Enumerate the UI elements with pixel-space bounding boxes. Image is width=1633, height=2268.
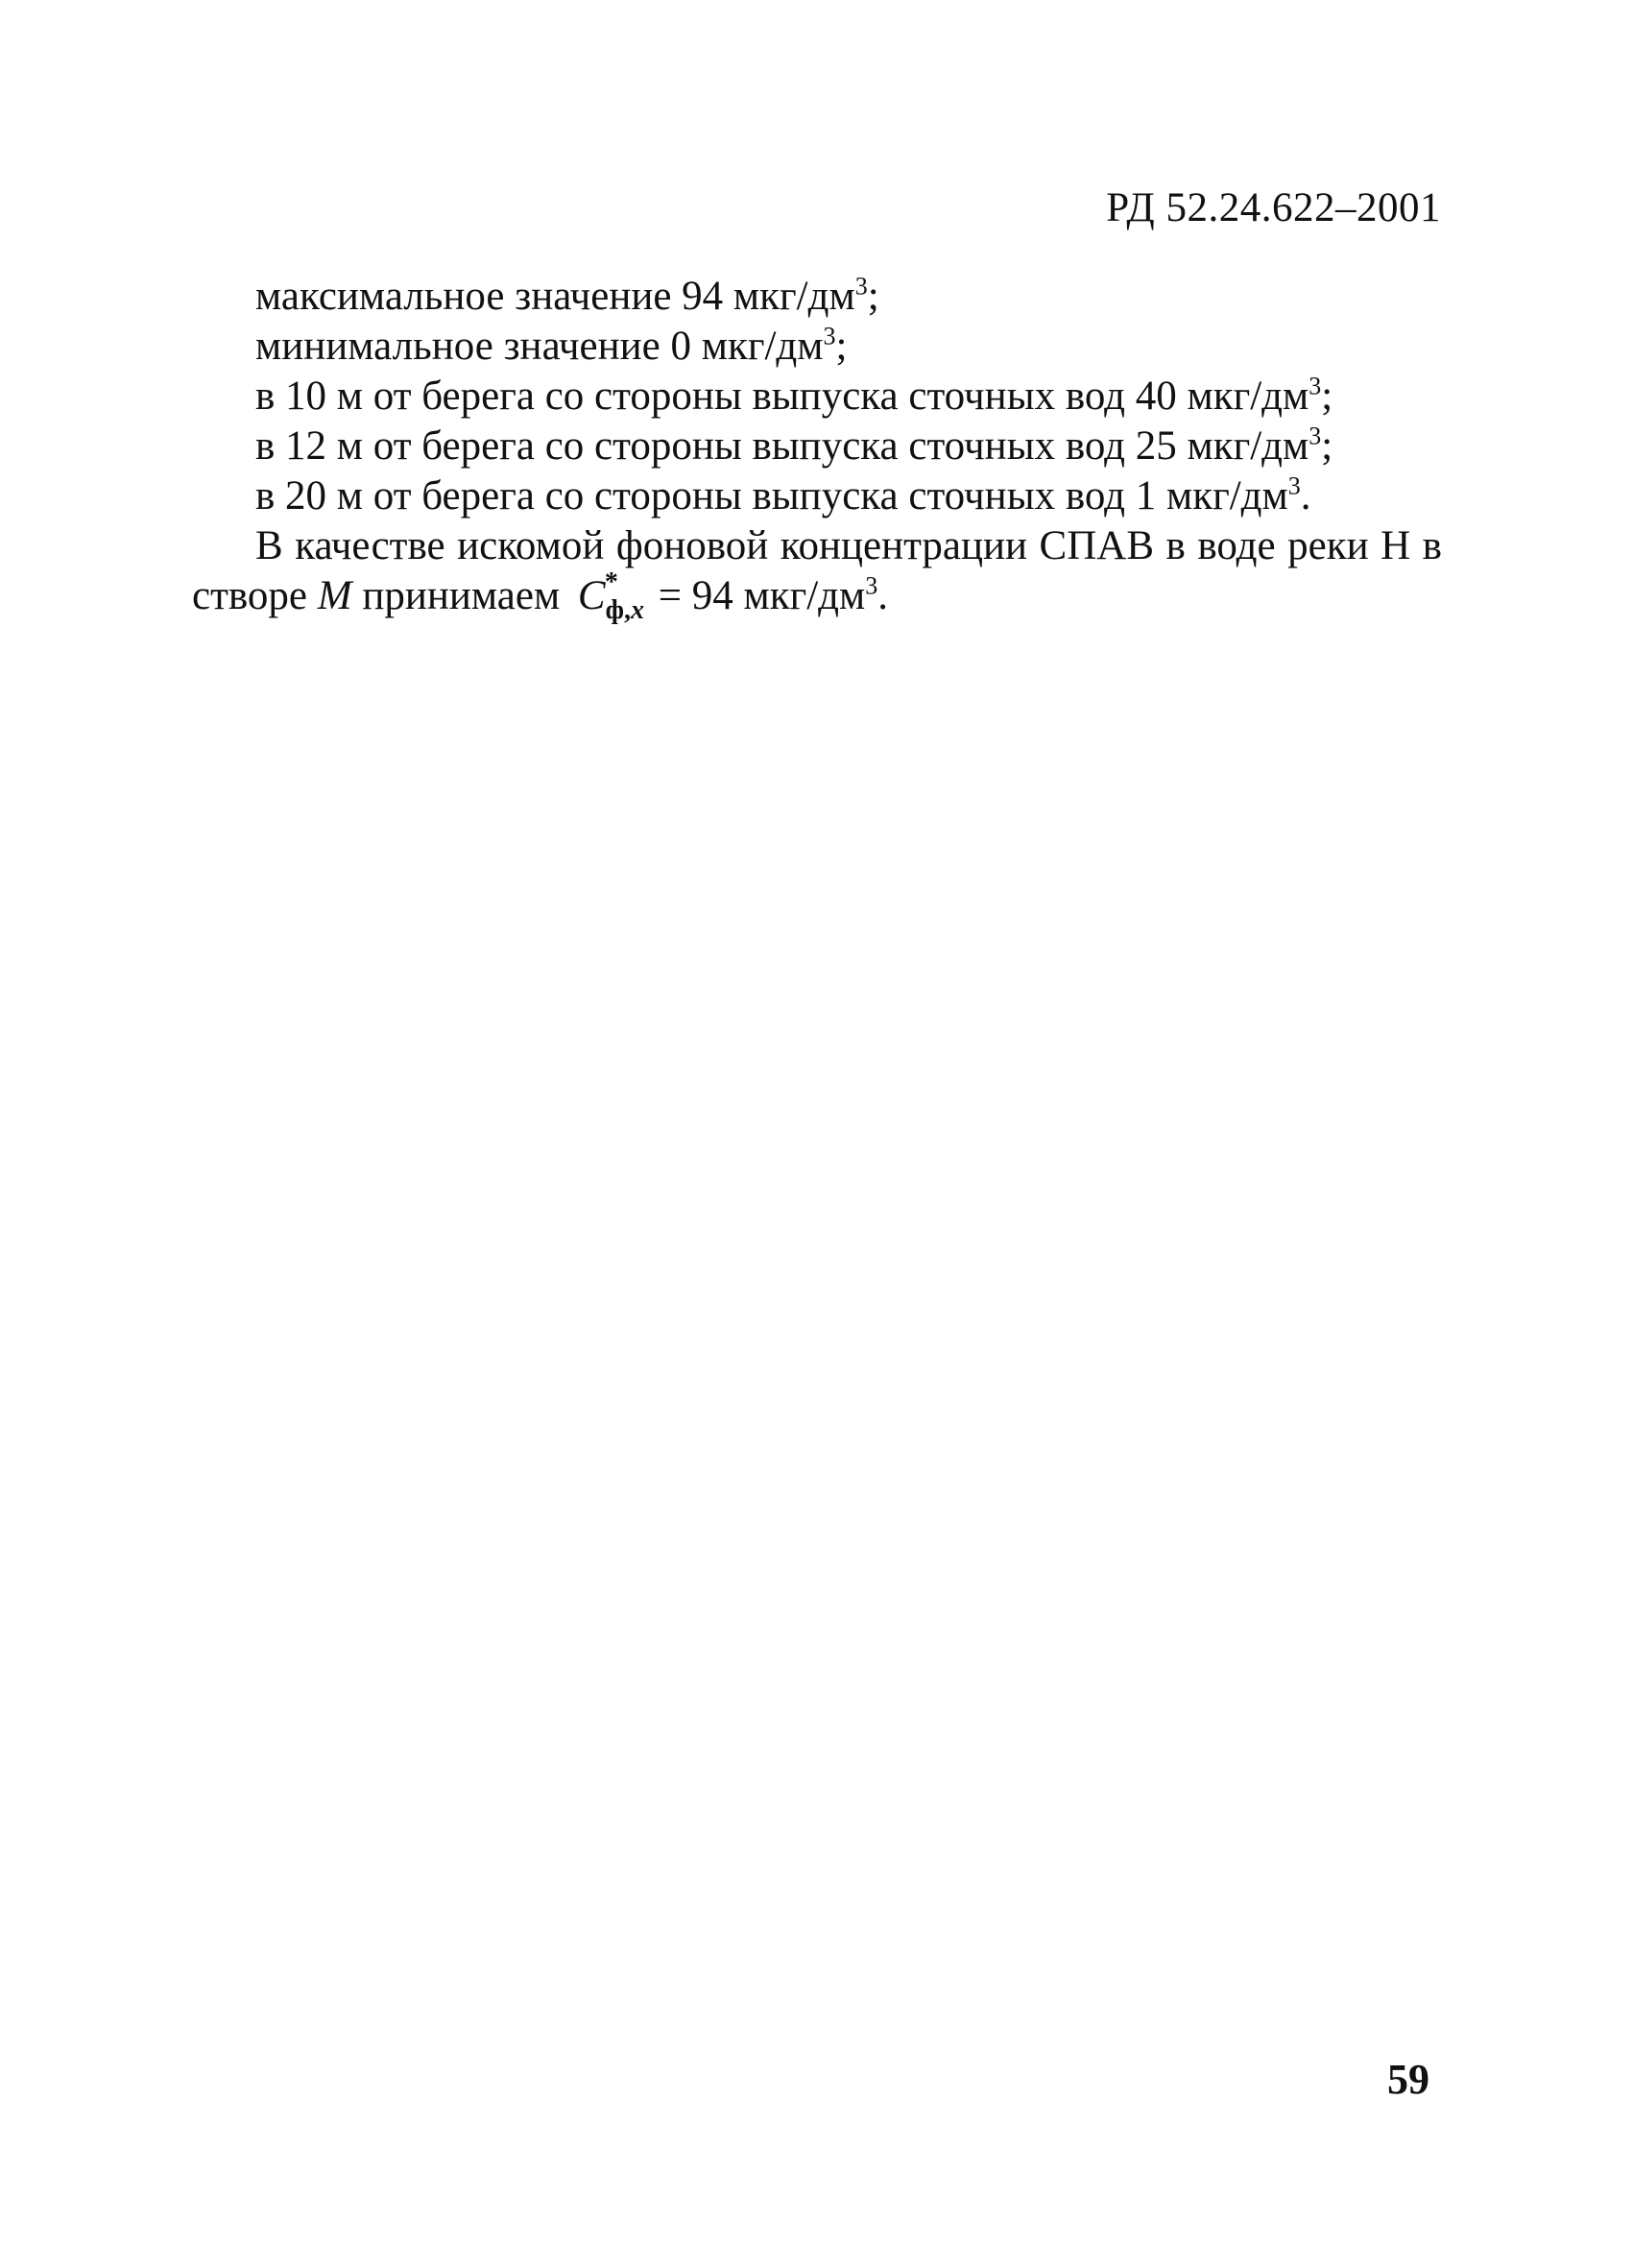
list-line-min: минимальное значение 0 мкг/$дм^3$; (255, 322, 848, 369)
list-line-12m: в 12 м от берега со стороны выпуска сточных вод 25 мкг/$дм^3$; (255, 422, 1333, 469)
document-code-header: РД 52.24.622–2001 (1106, 185, 1441, 230)
paragraph-line-2: створе М принимаем C * $_{ф,x}$ = 94 мкг/$дм^3$. (192, 567, 889, 625)
list-line-10m: в 10 м от берега со стороны выпуска сточных вод 40 мкг/$дм^3$; (255, 372, 1333, 419)
page-number: 59 (1387, 2056, 1429, 2103)
background-concentration-formula: C * $_{ф,x}$ (577, 567, 644, 625)
paragraph-line-1: В качестве искомой фоновой концентрации СПАВ в воде реки Н в (255, 523, 1442, 568)
list-line-20m: в 20 м от берега со стороны выпуска сточных вод 1 мкг/$дм^3$. (255, 471, 1311, 519)
body-text (192, 272, 1442, 625)
list-line-max: максимальное значение 94 мкг/$дм^3$; (255, 272, 879, 319)
